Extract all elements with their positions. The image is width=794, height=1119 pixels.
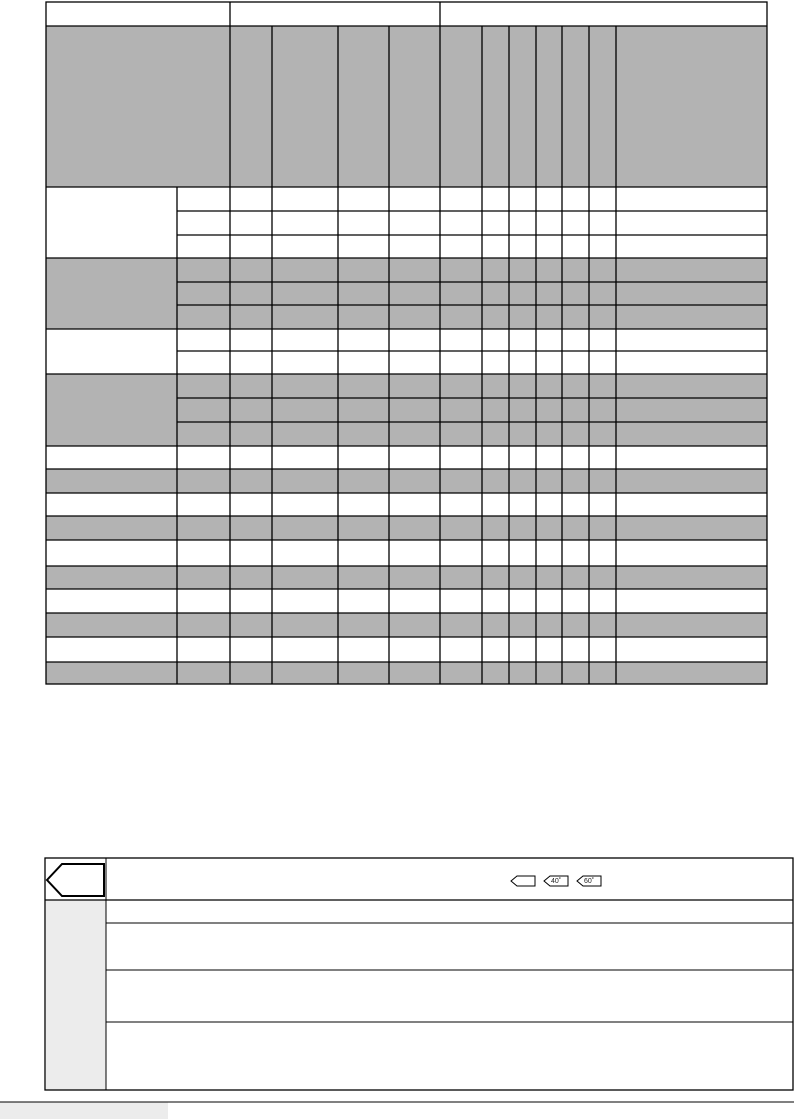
note-box bbox=[45, 858, 793, 1090]
temp-tag-icon-1 bbox=[511, 876, 535, 886]
temp-40-label: 40˚ bbox=[551, 878, 562, 885]
temp-60-label: 60˚ bbox=[584, 878, 595, 885]
footer-tab bbox=[0, 1102, 168, 1119]
page-footer bbox=[0, 1102, 794, 1119]
note-sidebar bbox=[46, 900, 106, 1090]
temperature-tag-icon bbox=[47, 864, 104, 896]
shaded-cells bbox=[46, 26, 767, 684]
